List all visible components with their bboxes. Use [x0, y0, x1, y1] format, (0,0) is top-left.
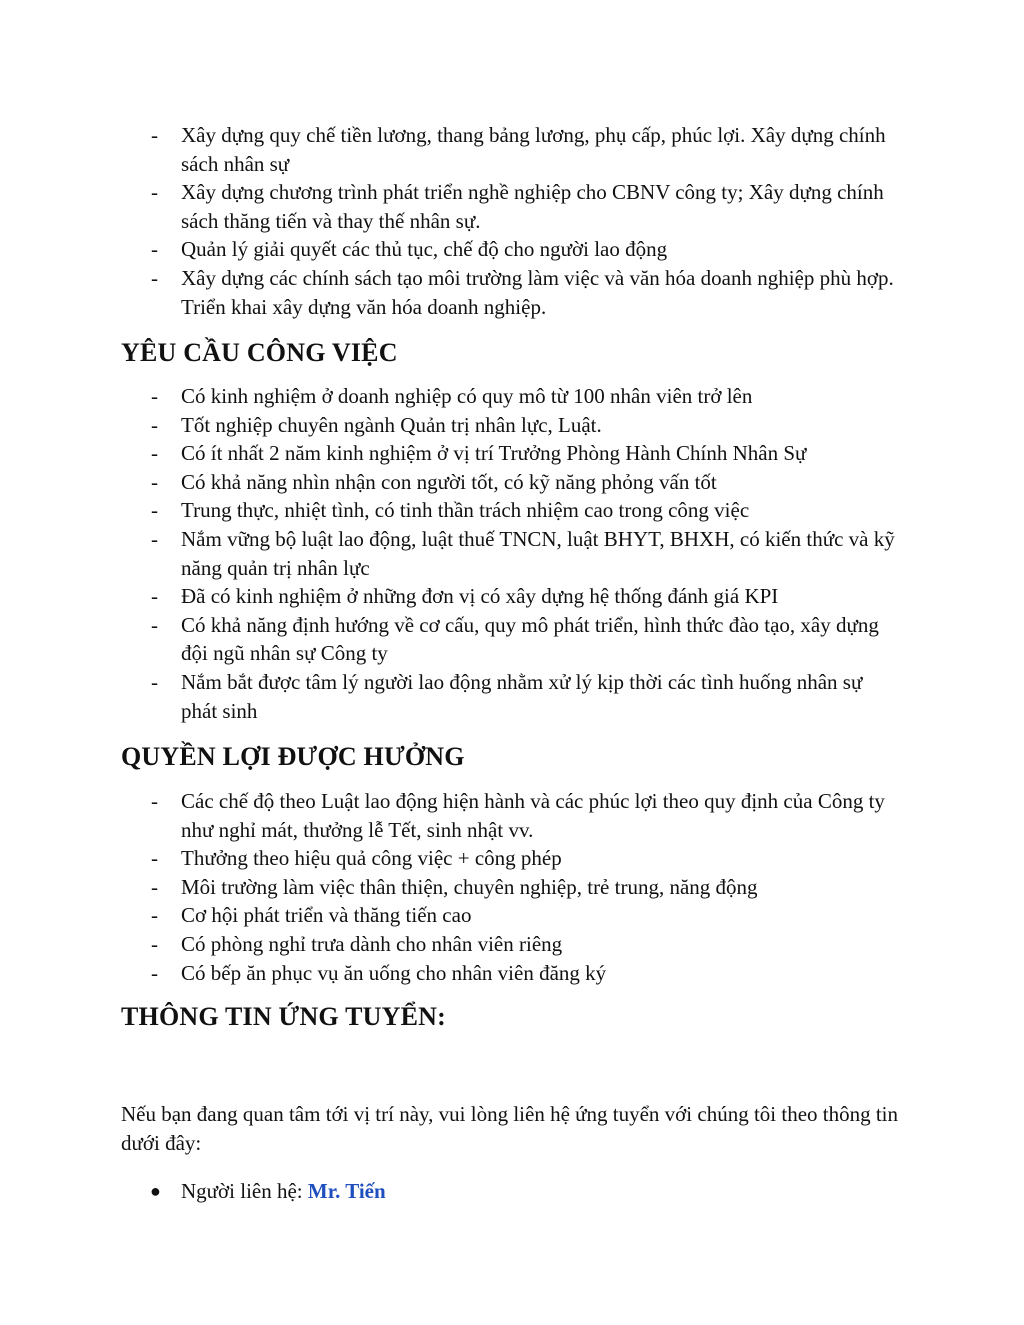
contact-label: Người liên hệ: [181, 1179, 308, 1203]
contact-name-link[interactable]: Mr. Tiến [307, 1179, 386, 1203]
dash-marker: - [151, 789, 158, 813]
dash-marker: - [151, 237, 158, 262]
requirements-list [0, 382, 901, 725]
bullet-icon: ● [150, 1181, 161, 1201]
requirements-heading: YÊU CẦU CÔNG VIỆC [121, 338, 398, 367]
list-item: - Có khả năng định hướng về cơ cấu, quy mô phát triển, hình thức đào tạo, xây dựng đội ngũ nhân sự Công ty [151, 612, 879, 666]
list-item: - Xây dựng chương trình phát triển nghề nghiệp cho CBNV công ty; Xây dựng chính sách thăng tiến và thay thế nhân sự. [151, 180, 884, 233]
list-item: - Có khả năng nhìn nhận con người tốt, có kỹ năng phỏng vấn tốt [0, 468, 901, 497]
dash-marker: - [151, 903, 158, 928]
list-item: - Đã có kinh nghiệm ở những đơn vị có xây dựng hệ thống đánh giá KPI [0, 582, 901, 611]
dash-marker: - [151, 412, 158, 437]
dash-marker: - [151, 180, 158, 205]
list-item: - Xây dựng các chính sách tạo môi trường làm việc và văn hóa doanh nghiệp phù hợp. Triển khai xây dựng văn hóa doanh nghiệp. [151, 265, 894, 319]
dash-marker: - [151, 669, 158, 694]
benefits-heading: QUYỀN LỢI ĐƯỢC HƯỞNG [121, 742, 465, 771]
list-item: - Môi trường làm việc thân thiện, chuyên nghiệp, trẻ trung, năng động [0, 873, 901, 902]
list-item: - Nắm vững bộ luật lao động, luật thuế TNCN, luật BHYT, BHXH, có kiến thức và kỹ năng quản trị nhân lực [151, 526, 895, 580]
apply-heading: THÔNG TIN ỨNG TUYỂN: [121, 1002, 446, 1031]
contact-item [0, 1177, 386, 1206]
dash-marker: - [151, 612, 158, 637]
dash-marker: - [151, 874, 158, 899]
list-item: - Các chế độ theo Luật lao động hiện hành và các phúc lợi theo quy định của Công ty như nghỉ mát, thưởng lễ Tết, sinh nhật vv. [151, 789, 885, 842]
list-item: - Nắm bắt được tâm lý người lao động nhằm xử lý kịp thời các tình huống nhân sự phát sinh [151, 669, 863, 723]
dash-marker: - [151, 960, 158, 985]
list-item: - Cơ hội phát triển và thăng tiến cao [0, 901, 901, 930]
benefits-list [0, 787, 901, 987]
list-item: - Có ít nhất 2 năm kinh nghiệm ở vị trí Trưởng Phòng Hành Chính Nhân Sự [0, 439, 901, 468]
list-item: - Quản lý giải quyết các thủ tục, chế độ cho người lao động [0, 235, 901, 264]
apply-intro: Nếu bạn đang quan tâm tới vị trí này, vui lòng liên hệ ứng tuyển với chúng tôi theo thông tin dưới đây: [121, 1102, 899, 1155]
list-item: - Có phòng nghỉ trưa dành cho nhân viên riêng [0, 930, 901, 959]
dash-marker: - [151, 584, 158, 609]
dash-marker: - [151, 265, 158, 290]
dash-marker: - [151, 846, 158, 871]
list-item: - Thưởng theo hiệu quả công việc + công phép [0, 844, 901, 873]
list-item: - Xây dựng quy chế tiền lương, thang bảng lương, phụ cấp, phúc lợi. Xây dựng chính sách nhân sự [151, 123, 886, 176]
list-item: - Có kinh nghiệm ở doanh nghiệp có quy mô từ 100 nhân viên trở lên [0, 382, 901, 411]
dash-marker: - [151, 441, 158, 466]
contact-list [0, 1177, 386, 1206]
dash-marker: - [151, 931, 158, 956]
duties-list [0, 121, 901, 321]
dash-marker: - [151, 498, 158, 523]
list-item: - Có bếp ăn phục vụ ăn uống cho nhân viên đăng ký [0, 959, 901, 988]
dash-marker: - [151, 384, 158, 408]
list-item: - Trung thực, nhiệt tình, có tinh thần trách nhiệm cao trong công việc [0, 496, 901, 525]
dash-marker: - [151, 469, 158, 494]
list-item: - Tốt nghiệp chuyên ngành Quản trị nhân lực, Luật. [0, 411, 901, 440]
dash-marker: - [151, 526, 158, 551]
dash-marker: - [151, 123, 158, 147]
